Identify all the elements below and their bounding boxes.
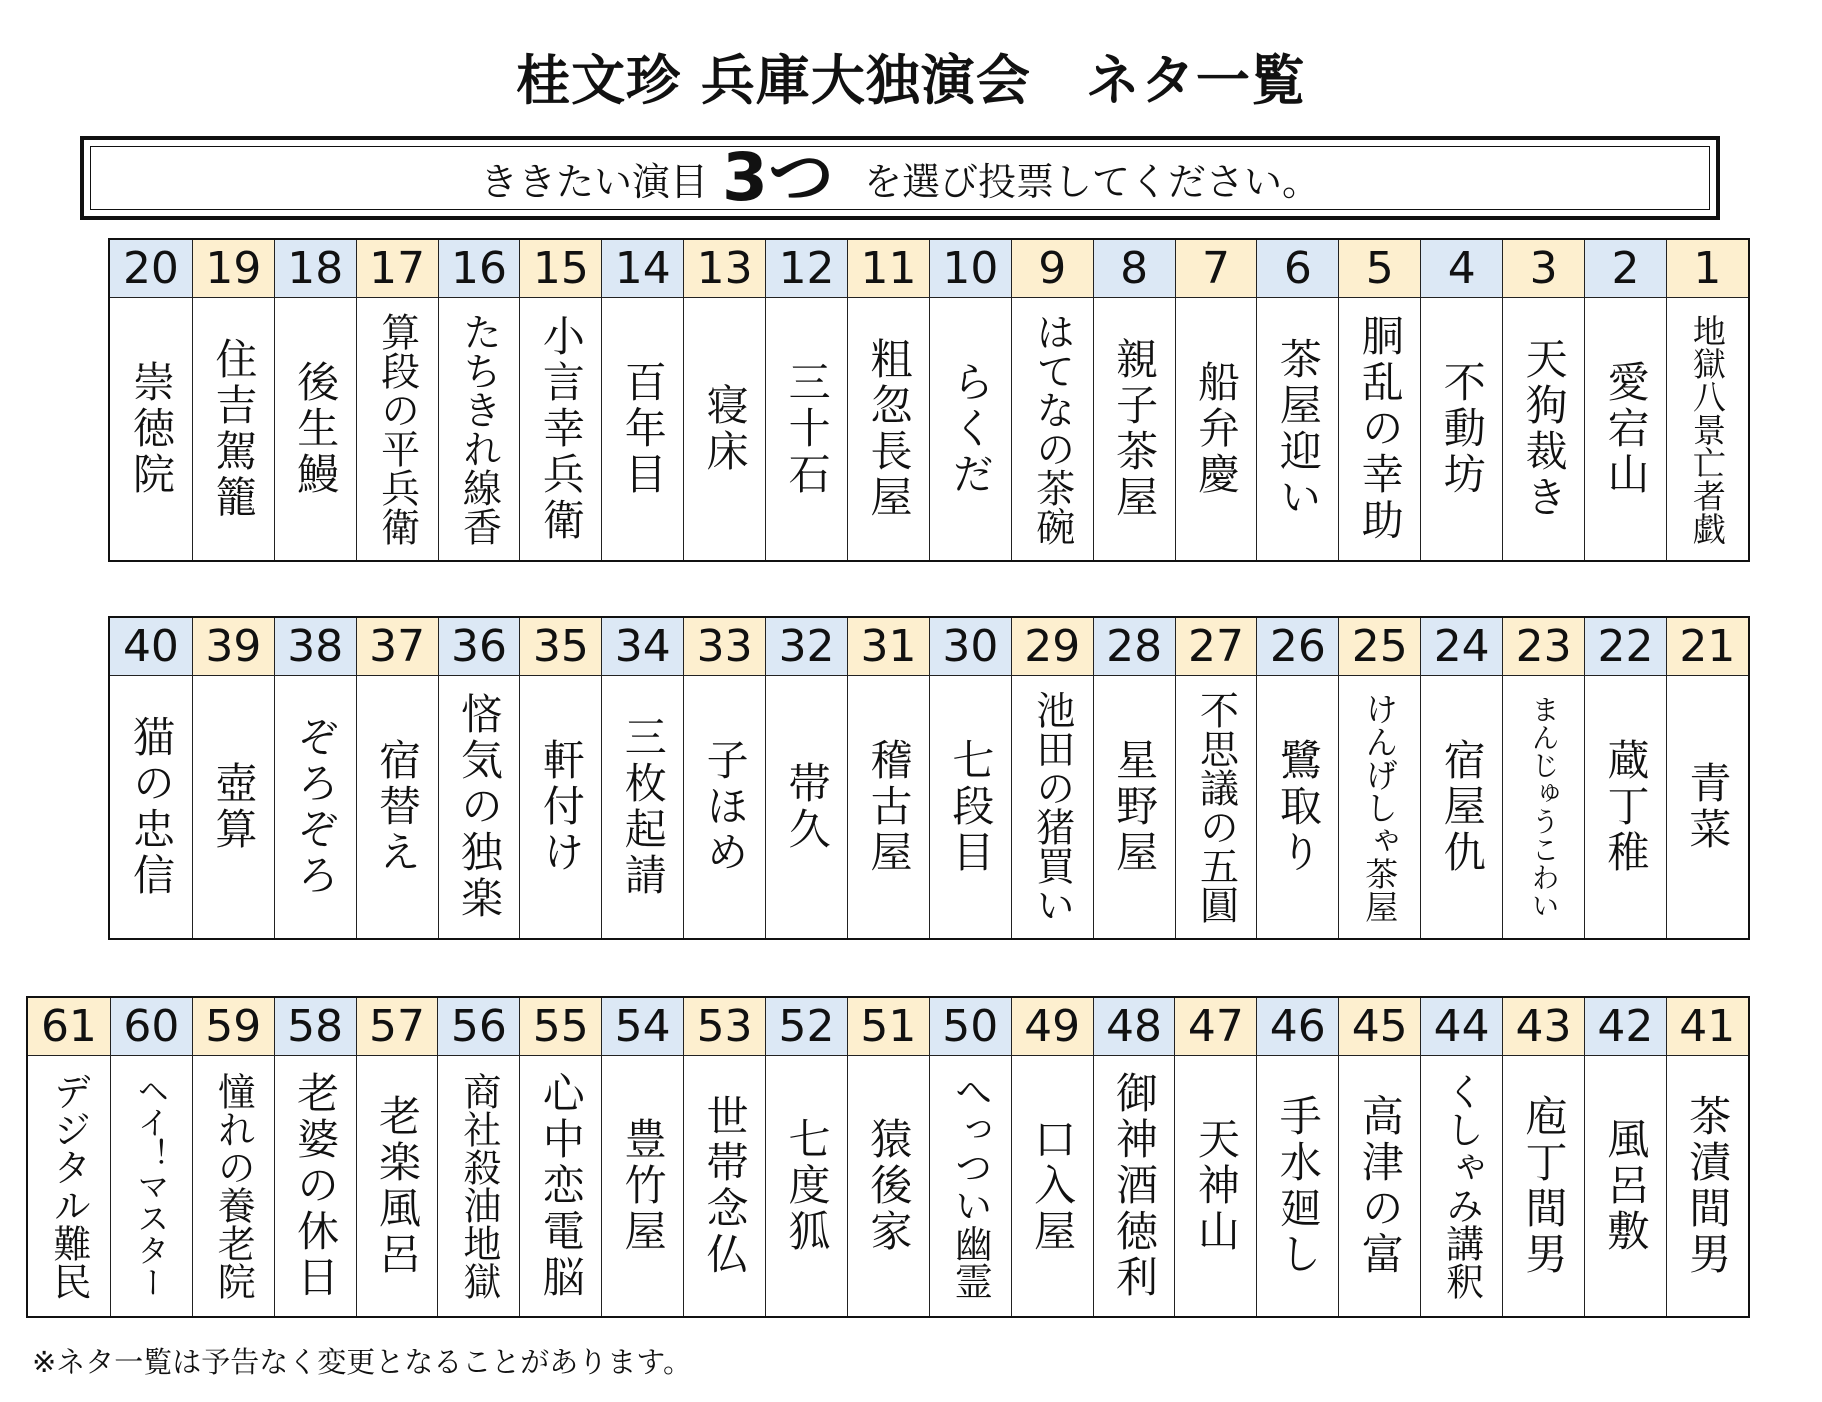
program-item (192, 618, 274, 938)
program-name-cell (1503, 1056, 1584, 1316)
program-number: 1 (1667, 240, 1748, 298)
program-name-cell (275, 1056, 356, 1316)
program-item (683, 618, 765, 938)
program-item (765, 618, 847, 938)
program-name: 帯久 (782, 761, 832, 853)
program-number: 6 (1257, 240, 1338, 298)
program-item (356, 240, 438, 560)
program-name-cell (193, 676, 274, 938)
program-name-cell (438, 1056, 519, 1316)
program-item (929, 998, 1011, 1316)
program-name: 風呂敷 (1601, 1117, 1651, 1255)
program-name: 庖丁間男 (1519, 1094, 1569, 1278)
program-number: 10 (930, 240, 1011, 298)
program-number: 19 (193, 240, 274, 298)
program-item (1502, 618, 1584, 938)
program-name: 蔵丁稚 (1601, 738, 1651, 876)
program-name-cell (357, 298, 438, 560)
program-number: 55 (520, 998, 601, 1056)
program-name: へっつい幽霊 (948, 1072, 993, 1300)
program-number: 29 (1012, 618, 1093, 676)
program-name-cell (110, 298, 192, 560)
instruction-before: ききたい演目 (480, 159, 709, 204)
program-name: 天狗裁き (1519, 337, 1569, 521)
program-number: 3 (1503, 240, 1584, 298)
program-number: 61 (28, 998, 110, 1056)
program-name: 壺算 (209, 761, 259, 853)
program-name: 七段目 (946, 738, 996, 876)
program-item (1666, 998, 1748, 1316)
program-name: 三十石 (782, 360, 832, 498)
program-name-cell (1012, 1056, 1093, 1316)
program-number: 34 (602, 618, 683, 676)
program-name: 老楽風呂 (373, 1094, 422, 1278)
program-table-41-61 (26, 996, 1750, 1318)
program-number: 47 (1175, 998, 1256, 1056)
program-name: けんげしゃ茶屋 (1360, 691, 1400, 923)
program-item (1584, 998, 1666, 1316)
instruction-after: を選び投票してください。 (863, 159, 1320, 204)
program-item (1420, 998, 1502, 1316)
program-number: 32 (766, 618, 847, 676)
instruction-count: 3つ (722, 139, 834, 216)
program-name: 悋気の独楽 (455, 692, 504, 922)
footnote: ※ネタ一覧は予告なく変更となることがあります。 (32, 1345, 692, 1379)
program-number: 12 (766, 240, 847, 298)
program-name-cell (193, 1056, 274, 1316)
program-name-cell (1176, 298, 1257, 560)
program-item (1666, 618, 1748, 938)
program-number: 21 (1667, 618, 1748, 676)
program-number: 56 (438, 998, 519, 1056)
program-item (519, 618, 601, 938)
program-name: 星野屋 (1110, 738, 1160, 876)
program-number: 20 (110, 240, 192, 298)
program-name-cell (275, 676, 356, 938)
program-number: 24 (1421, 618, 1502, 676)
program-item (1502, 998, 1584, 1316)
program-name-cell (520, 676, 601, 938)
program-number: 60 (111, 998, 192, 1056)
program-name: 不動坊 (1437, 360, 1487, 498)
program-item (1338, 618, 1420, 938)
program-name: 豊竹屋 (618, 1117, 668, 1255)
program-item (519, 998, 601, 1316)
program-number: 52 (766, 998, 847, 1056)
program-name-cell (848, 1056, 929, 1316)
program-name-cell (766, 298, 847, 560)
program-number: 33 (684, 618, 765, 676)
program-item (1093, 618, 1175, 938)
program-name: 住吉駕籠 (209, 337, 259, 521)
program-name-cell (684, 676, 765, 938)
program-item (1420, 618, 1502, 938)
program-number: 18 (275, 240, 356, 298)
program-number: 31 (848, 618, 929, 676)
program-number: 41 (1667, 998, 1748, 1056)
program-name-cell (1175, 1056, 1256, 1316)
program-number: 37 (357, 618, 438, 676)
program-name-cell (193, 298, 274, 560)
program-item (1011, 618, 1093, 938)
program-name: 胴乱の幸助 (1355, 314, 1405, 544)
program-name: 口入屋 (1028, 1117, 1078, 1255)
program-table-21-40 (108, 616, 1750, 940)
program-number: 36 (439, 618, 520, 676)
program-item (765, 240, 847, 560)
program-name-cell (602, 1056, 683, 1316)
program-name-cell (1094, 298, 1175, 560)
program-number: 43 (1503, 998, 1584, 1056)
program-number: 17 (357, 240, 438, 298)
program-name-cell (602, 298, 683, 560)
program-name: はてなの茶碗 (1029, 312, 1075, 546)
program-name: 猫の忠信 (126, 715, 176, 899)
program-name: ヘイ！マスター (132, 1074, 171, 1298)
program-name-cell (930, 298, 1011, 560)
program-number: 26 (1257, 618, 1338, 676)
program-item (601, 240, 683, 560)
program-item (847, 618, 929, 938)
program-item (1093, 998, 1175, 1316)
program-name: たちきれ線香 (456, 312, 502, 546)
program-number: 27 (1176, 618, 1257, 676)
program-name: 老婆の休日 (291, 1071, 341, 1301)
program-item (601, 618, 683, 938)
program-item (110, 618, 192, 938)
program-name: 手水廻し (1273, 1094, 1323, 1278)
program-name-cell (1585, 1056, 1666, 1316)
program-name-cell (1667, 676, 1748, 938)
program-number: 51 (848, 998, 929, 1056)
program-item (356, 998, 438, 1316)
program-name-cell (684, 1056, 765, 1316)
program-item (438, 618, 520, 938)
program-item (519, 240, 601, 560)
program-name: 後生鰻 (291, 360, 341, 498)
program-number: 23 (1503, 618, 1584, 676)
program-item (929, 618, 1011, 938)
program-name-cell (275, 298, 356, 560)
program-name-cell (1176, 676, 1257, 938)
program-item (601, 998, 683, 1316)
program-name-cell (1012, 676, 1093, 938)
program-item (274, 240, 356, 560)
program-item (1420, 240, 1502, 560)
program-name: 七度狐 (782, 1117, 832, 1255)
program-item (683, 240, 765, 560)
program-name: 心中恋電脳 (536, 1071, 586, 1301)
program-number: 48 (1094, 998, 1175, 1056)
program-number: 45 (1339, 998, 1420, 1056)
program-item (438, 240, 520, 560)
program-name: 茶漬間男 (1683, 1094, 1733, 1278)
program-number: 59 (193, 998, 274, 1056)
program-name-cell (520, 298, 601, 560)
program-name-cell (848, 298, 929, 560)
program-number: 2 (1585, 240, 1666, 298)
program-name-cell (1667, 298, 1748, 560)
program-name: ぞろぞろ (291, 715, 341, 899)
program-item (929, 240, 1011, 560)
program-number: 58 (275, 998, 356, 1056)
program-item (847, 240, 929, 560)
program-number: 13 (684, 240, 765, 298)
program-name-cell (1094, 1056, 1175, 1316)
program-number: 35 (520, 618, 601, 676)
program-name-cell (848, 676, 929, 938)
program-name-cell (439, 676, 520, 938)
program-item (1011, 998, 1093, 1316)
program-item (1584, 618, 1666, 938)
program-name-cell (110, 676, 192, 938)
program-name-cell (357, 1056, 438, 1316)
program-number: 9 (1012, 240, 1093, 298)
program-item (1338, 998, 1420, 1316)
program-name-cell (1503, 298, 1584, 560)
program-name: 粗忽長屋 (864, 337, 914, 521)
program-name-cell (930, 676, 1011, 938)
program-number: 7 (1176, 240, 1257, 298)
program-item (847, 998, 929, 1316)
program-name: くしゃみ講釈 (1439, 1072, 1484, 1300)
program-item (1256, 618, 1338, 938)
program-name-cell (28, 1056, 110, 1316)
program-name: 鷺取り (1273, 738, 1323, 876)
program-name: 商社殺油地獄 (456, 1072, 501, 1300)
program-item (437, 998, 519, 1316)
program-name: 世帯念仏 (700, 1094, 750, 1278)
program-number: 54 (602, 998, 683, 1056)
program-number: 50 (930, 998, 1011, 1056)
program-name: 茶屋迎い (1273, 337, 1323, 521)
program-number: 42 (1585, 998, 1666, 1056)
program-name-cell (357, 676, 438, 938)
program-name-cell (1339, 676, 1420, 938)
program-item (1584, 240, 1666, 560)
program-item (110, 240, 192, 560)
program-name: 愛宕山 (1601, 360, 1651, 498)
program-number: 11 (848, 240, 929, 298)
program-name-cell (1257, 1056, 1338, 1316)
program-name: 地獄八景亡者戯 (1687, 313, 1727, 545)
program-item (192, 998, 274, 1316)
program-name: らくだ (946, 360, 996, 498)
program-number: 46 (1257, 998, 1338, 1056)
program-item (1174, 998, 1256, 1316)
instruction-text (90, 139, 1710, 216)
program-name: 百年目 (618, 360, 668, 498)
program-item (1256, 240, 1338, 560)
program-item (1175, 618, 1257, 938)
program-item (1338, 240, 1420, 560)
program-name: 御神酒徳利 (1110, 1071, 1160, 1301)
program-item (192, 240, 274, 560)
program-name-cell (1667, 1056, 1748, 1316)
program-name: 池田の猪買い (1029, 690, 1075, 924)
program-table-1-20 (108, 238, 1750, 562)
program-name-cell (1094, 676, 1175, 938)
program-name-cell (930, 1056, 1011, 1316)
program-number: 25 (1339, 618, 1420, 676)
program-name-cell (1421, 298, 1502, 560)
program-item (28, 998, 110, 1316)
program-name: 不思議の五圓 (1193, 690, 1239, 924)
program-number: 53 (684, 998, 765, 1056)
page-title: 桂文珍 兵庫大独演会 ネタ一覧 (516, 48, 1306, 112)
program-name: 高津の富 (1355, 1094, 1405, 1278)
program-name: 算段の平兵衛 (374, 312, 420, 546)
program-name-cell (602, 676, 683, 938)
program-name-cell (684, 298, 765, 560)
program-item (110, 998, 192, 1316)
program-name: 猿後家 (864, 1117, 914, 1255)
program-name: 小言幸兵衛 (536, 314, 586, 544)
program-name: デジタル難民 (46, 1072, 91, 1300)
program-name-cell (1339, 1056, 1420, 1316)
program-item (1666, 240, 1748, 560)
program-number: 57 (357, 998, 438, 1056)
program-item (1011, 240, 1093, 560)
program-name-cell (1257, 676, 1338, 938)
program-item (1256, 998, 1338, 1316)
program-number: 16 (439, 240, 520, 298)
program-item (1175, 240, 1257, 560)
program-name: 船弁慶 (1192, 360, 1242, 498)
program-name-cell (439, 298, 520, 560)
program-item (683, 998, 765, 1316)
program-name-cell (1421, 676, 1502, 938)
program-number: 8 (1094, 240, 1175, 298)
program-name: 崇徳院 (126, 360, 176, 498)
program-name-cell (1339, 298, 1420, 560)
program-name: 青菜 (1683, 761, 1733, 853)
program-number: 49 (1012, 998, 1093, 1056)
program-item (1093, 240, 1175, 560)
program-name-cell (111, 1056, 192, 1316)
program-name: 宿替え (373, 738, 423, 876)
program-name-cell (1012, 298, 1093, 560)
program-number: 22 (1585, 618, 1666, 676)
program-name-cell (1585, 298, 1666, 560)
program-item (274, 998, 356, 1316)
program-name: 宿屋仇 (1437, 738, 1487, 876)
program-name: 子ほめ (700, 738, 750, 876)
program-name: 天神山 (1191, 1117, 1241, 1255)
instruction-box (80, 136, 1720, 220)
program-name: 親子茶屋 (1110, 337, 1160, 521)
program-number: 39 (193, 618, 274, 676)
program-name-cell (766, 1056, 847, 1316)
program-number: 30 (930, 618, 1011, 676)
program-number: 40 (110, 618, 192, 676)
program-number: 28 (1094, 618, 1175, 676)
program-number: 14 (602, 240, 683, 298)
program-item (1502, 240, 1584, 560)
program-name: 寝床 (700, 383, 750, 475)
program-name: まんじゅうこわい (1527, 695, 1561, 919)
program-name-cell (1503, 676, 1584, 938)
program-name-cell (1421, 1056, 1502, 1316)
program-name-cell (520, 1056, 601, 1316)
program-name-cell (766, 676, 847, 938)
program-number: 15 (520, 240, 601, 298)
program-name: 憧れの養老院 (211, 1072, 256, 1300)
program-number: 5 (1339, 240, 1420, 298)
program-number: 44 (1421, 998, 1502, 1056)
program-number: 4 (1421, 240, 1502, 298)
program-name-cell (1585, 676, 1666, 938)
program-number: 38 (275, 618, 356, 676)
program-name: 稽古屋 (864, 738, 914, 876)
program-name: 三枚起請 (618, 715, 668, 899)
program-item (274, 618, 356, 938)
program-name: 軒付け (536, 738, 586, 876)
program-item (765, 998, 847, 1316)
program-item (356, 618, 438, 938)
program-name-cell (1257, 298, 1338, 560)
